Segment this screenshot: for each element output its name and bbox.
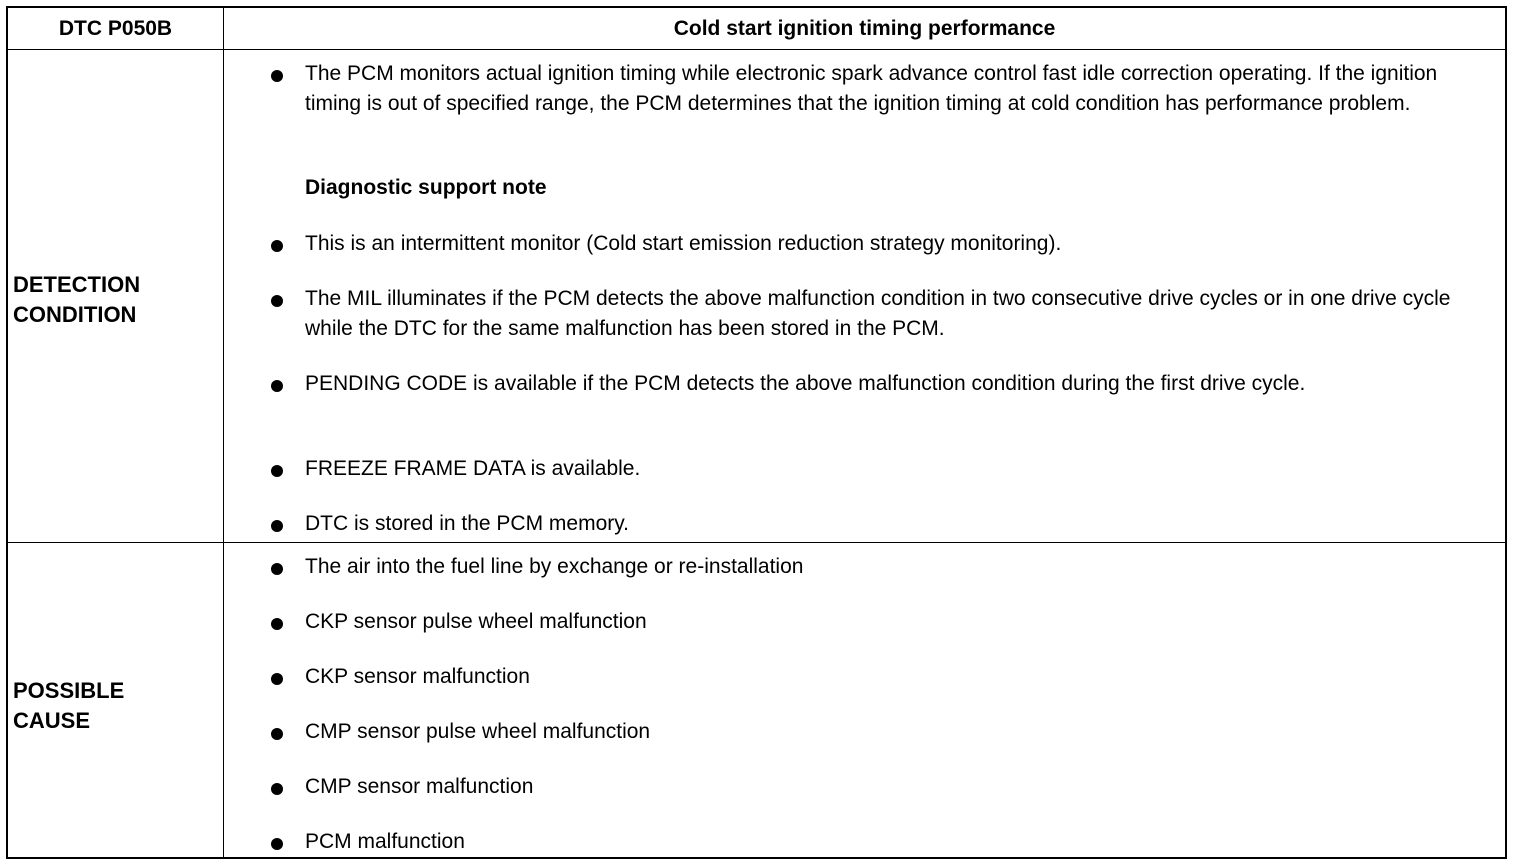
- detection-item-6: DTC is stored in the PCM memory.: [305, 512, 630, 535]
- bullet-icon: [271, 465, 283, 477]
- bullet-icon: [271, 783, 283, 795]
- cause-item-1: The air into the fuel line by exchange or re-installation: [305, 555, 804, 578]
- detection-item-3: The MIL illuminates if the PCM detects the above malfunction condition in two consecutive drive cycles or in one drive cycle while the DTC for the same malfunction has been stored in the PCM.: [305, 287, 1451, 340]
- header-code-cell: [8, 8, 224, 49]
- detection-condition-row: [8, 50, 1505, 543]
- bullet-icon: [271, 295, 283, 307]
- bullet-icon: [271, 563, 283, 575]
- dtc-code: DTC P050B: [58, 17, 173, 40]
- header-title-cell: [224, 8, 1505, 49]
- cause-item-4: CMP sensor pulse wheel malfunction: [305, 720, 651, 743]
- bullet-icon: [271, 70, 283, 82]
- detection-item-1: The PCM monitors actual ignition timing while electronic spark advance control fast idle correction operating. If the ignition timing is out of specified range, the PCM determines that the ignition timing at cold condition has performance problem.: [305, 62, 1438, 115]
- detection-label-line1: DETECTION: [13, 272, 141, 297]
- cause-item-3: CKP sensor malfunction: [305, 665, 530, 688]
- cause-label-cell: [8, 543, 224, 857]
- bullet-icon: [271, 380, 283, 392]
- bullet-icon: [271, 240, 283, 252]
- detection-label-cell: [8, 50, 224, 542]
- cause-label-line2: CAUSE: [13, 708, 91, 733]
- cause-content-cell: [224, 543, 1505, 857]
- dtc-title: Cold start ignition timing performance: [673, 17, 1056, 40]
- cause-item-5: CMP sensor malfunction: [305, 775, 534, 798]
- cause-item-2: CKP sensor pulse wheel malfunction: [305, 610, 647, 633]
- bullet-icon: [271, 838, 283, 850]
- dtc-table: [6, 6, 1507, 859]
- bullet-icon: [271, 673, 283, 685]
- table-header-row: [8, 8, 1505, 50]
- bullet-icon: [271, 520, 283, 532]
- detection-label: [13, 270, 140, 330]
- detection-item-5: FREEZE FRAME DATA is available.: [305, 457, 641, 480]
- bullet-icon: [271, 618, 283, 630]
- cause-item-6: PCM malfunction: [305, 830, 465, 853]
- cause-label: [13, 676, 124, 736]
- cause-label-line1: POSSIBLE: [13, 678, 125, 703]
- detection-item-2: This is an intermittent monitor (Cold start emission reduction strategy monitoring).: [305, 232, 1062, 255]
- detection-item-4: PENDING CODE is available if the PCM detects the above malfunction condition during the first drive cycle.: [305, 372, 1306, 395]
- detection-label-line2: CONDITION: [13, 302, 137, 327]
- detection-content-cell: [224, 50, 1505, 542]
- diagnostic-note-title: Diagnostic support note: [305, 176, 547, 199]
- possible-cause-row: [8, 543, 1505, 857]
- bullet-icon: [271, 728, 283, 740]
